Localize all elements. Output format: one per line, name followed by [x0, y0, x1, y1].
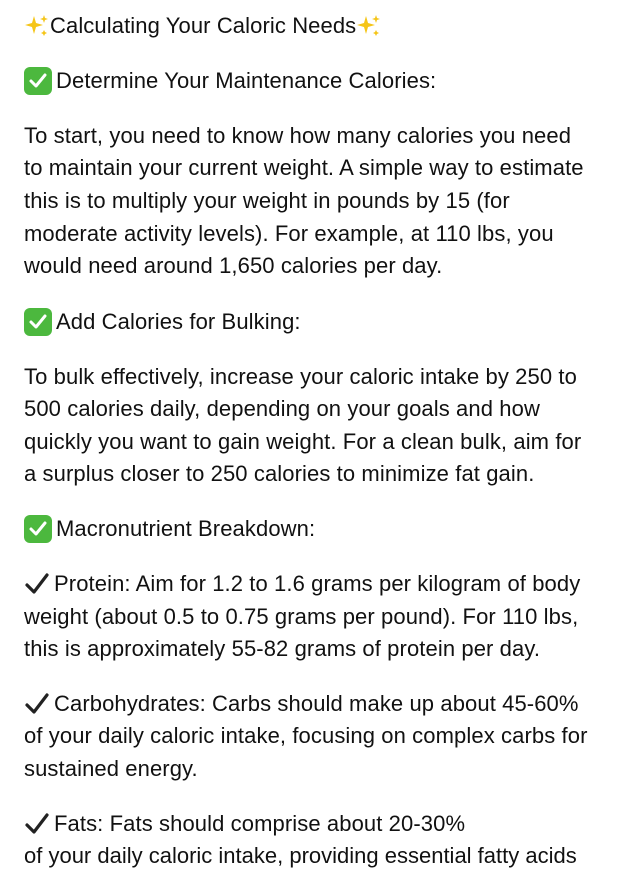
bullet-line	[24, 688, 579, 720]
paragraph-line: of your daily caloric intake, focusing on complex carbs for	[24, 723, 588, 748]
paragraph-line: moderate activity levels). For example, at 110 lbs, you	[24, 221, 554, 246]
section-heading-text: Determine Your Maintenance Calories:	[56, 68, 437, 93]
paragraph-line: this is to multiply your weight in pounds by 15 (for	[24, 188, 510, 213]
paragraph-line: 500 calories daily, depending on your goals and how	[24, 396, 540, 421]
green-check-box-icon	[24, 67, 52, 95]
check-mark-icon	[24, 811, 50, 837]
note-page	[24, 0, 624, 868]
bullet-text: Fats: Fats should comprise about 20-30%	[54, 811, 466, 836]
paragraph-line-cut-off: of your daily caloric intake, providing essential fatty acids	[24, 843, 577, 868]
check-mark-icon	[24, 691, 50, 717]
paragraph-line: To bulk effectively, increase your caloric intake by 250 to	[24, 364, 577, 389]
title-line	[24, 10, 382, 42]
bullet-text: Carbohydrates: Carbs should make up about 45-60%	[54, 691, 579, 716]
paragraph-line: weight (about 0.5 to 0.75 grams per pound). For 110 lbs,	[24, 604, 579, 629]
paragraph-line: quickly you want to gain weight. For a clean bulk, aim for	[24, 429, 582, 454]
green-check-box-icon	[24, 515, 52, 543]
paragraph-line: To start, you need to know how many calories you need	[24, 123, 572, 148]
bullet-line	[24, 808, 465, 840]
paragraph-line: would need around 1,650 calories per day.	[24, 253, 443, 278]
section-heading	[24, 65, 436, 97]
section-heading-text: Add Calories for Bulking:	[56, 309, 301, 334]
paragraph-line: to maintain your current weight. A simple way to estimate	[24, 155, 584, 180]
page-title: Calculating Your Caloric Needs	[50, 13, 357, 38]
section-heading-text: Macronutrient Breakdown:	[56, 516, 316, 541]
section-heading	[24, 306, 301, 338]
paragraph-line: this is approximately 55-82 grams of protein per day.	[24, 636, 541, 661]
green-check-box-icon	[24, 308, 52, 336]
sparkles-icon	[356, 13, 382, 39]
section-heading	[24, 513, 315, 545]
bullet-line	[24, 568, 580, 600]
bullet-text: Protein: Aim for 1.2 to 1.6 grams per kilogram of body	[54, 571, 581, 596]
paragraph-line: a surplus closer to 250 calories to minimize fat gain.	[24, 461, 535, 486]
paragraph-line: sustained energy.	[24, 756, 198, 781]
check-mark-icon	[24, 571, 50, 597]
sparkles-icon	[24, 13, 50, 39]
